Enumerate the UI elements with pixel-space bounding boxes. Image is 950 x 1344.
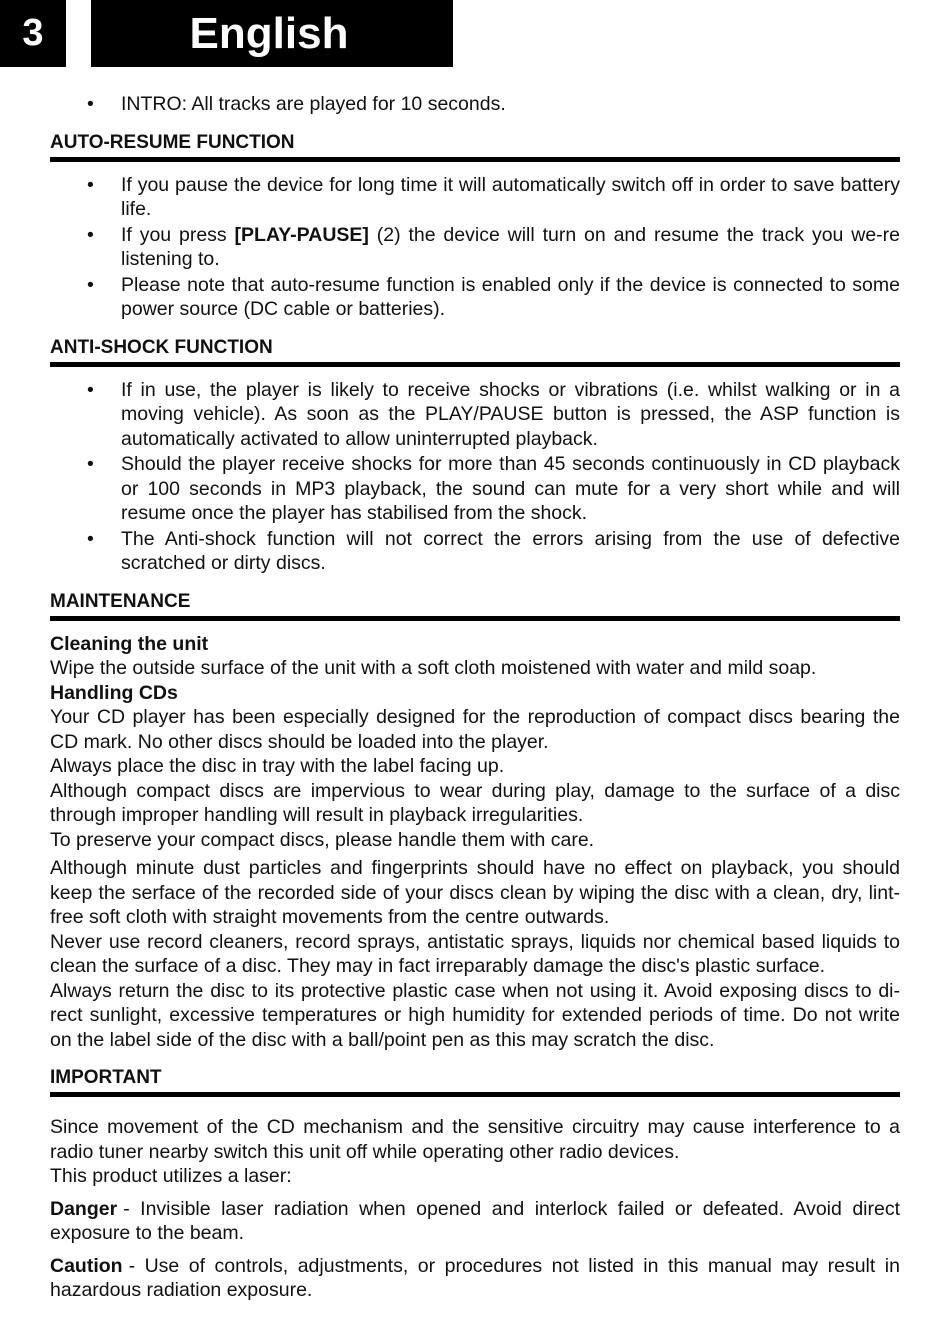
auto-resume-section-header xyxy=(50,132,900,162)
auto-resume-list xyxy=(50,173,900,322)
subsection-title: Handling CDs xyxy=(50,681,178,704)
section-title: MAINTENANCE xyxy=(50,590,191,612)
anti-shock-list xyxy=(50,378,900,576)
anti-shock-section-header xyxy=(50,337,900,367)
list-item: • The Anti-shock function will not correct the errors arising from the use of defective scratched or dirty discs. xyxy=(50,527,900,576)
list-item-text: (2) the device will turn on and resume the track you we-re listening to. xyxy=(121,223,901,270)
paragraph: Never use record cleaners, record sprays, antistatic sprays, liquids nor chemical based liquids to clean the surface of a disc. They may in fact irreparably damage the disc's plastic surface. xyxy=(50,930,900,977)
list-item-text: If you press xyxy=(121,223,235,246)
caution-text: - Use of controls, adjustments, or procedures not listed in this manual may result in hazardous radiation exposure. xyxy=(50,1254,900,1301)
maintenance-section-header xyxy=(50,591,900,621)
language-header: English xyxy=(91,0,453,67)
play-pause-key-label: [PLAY-PAUSE] xyxy=(234,223,369,246)
important-section-header xyxy=(50,1067,900,1097)
caution-paragraph xyxy=(50,1254,900,1303)
subsection-title: Cleaning the unit xyxy=(50,632,209,655)
section-title: ANTI-SHOCK FUNCTION xyxy=(50,336,273,358)
section-divider xyxy=(50,616,900,621)
list-item: • Please note that auto-resume function is enabled only if the device is connected to some power source (DC cable or batteries). xyxy=(50,273,900,322)
paragraph: Since movement of the CD mechanism and the sensitive circuitry may cause interference to a radio tuner nearby switch this unit off while operating other radio devices. xyxy=(50,1116,900,1163)
paragraph: Always place the disc in tray with the label facing up. xyxy=(50,755,505,777)
paragraph: Although compact discs are impervious to wear during play, damage to the surface of a disc through improper handling will result in playback irregularities. xyxy=(50,779,900,826)
paragraph: Your CD player has been especially designed for the reproduction of compact discs bearing the CD mark. No other discs should be loaded into the player. xyxy=(50,706,900,753)
document-body xyxy=(50,92,900,1303)
paragraph: To preserve your compact discs, please handle them with care. xyxy=(50,828,595,851)
section-divider xyxy=(50,1092,900,1097)
danger-paragraph xyxy=(50,1197,900,1246)
caution-label: Caution xyxy=(50,1254,123,1277)
section-divider xyxy=(50,362,900,367)
intro-bullet: • INTRO: All tracks are played for 10 seconds. xyxy=(50,92,900,117)
paragraph: Wipe the outside surface of the unit with a soft cloth moistened with water and mild soap. xyxy=(50,657,817,679)
paragraph: This product utilizes a laser: xyxy=(50,1165,292,1187)
section-title: AUTO-RESUME FUNCTION xyxy=(50,131,295,153)
intro-list xyxy=(50,92,900,117)
section-title: IMPORTANT xyxy=(50,1067,162,1088)
paragraph: Although minute dust particles and fingerprints should have no effect on playback, you should keep the serface of the recorded side of your discs clean by wiping the disc with a clean, dry, lint-free soft cloth with straight movements from the centre outwards. xyxy=(50,857,900,928)
section-divider xyxy=(50,157,900,162)
list-item: • Should the player receive shocks for more than 45 seconds continuously in CD playback or 100 seconds in MP3 playback, the sound can mute for a very short while and will resume once the player has stabilised from the shock. xyxy=(50,452,900,526)
danger-label: Danger xyxy=(50,1197,118,1220)
paragraph: Always return the disc to its protective plastic case when not using it. Avoid exposing discs to di-rect sunlight, excessive temperatures or high humidity for extended periods of time. Do not write on the label side of the disc with a ball/point pen as this may scratch the disc. xyxy=(50,979,900,1051)
list-item: • If you pause the device for long time it will automatically switch off in order to save battery life. xyxy=(50,173,900,222)
danger-text: - Invisible laser radiation when opened and interlock failed or defeated. Avoid direct exposure to the beam. xyxy=(50,1197,900,1244)
list-item xyxy=(50,223,900,272)
list-item: • If in use, the player is likely to receive shocks or vibrations (i.e. whilst walking or in a moving vehicle). As soon as the PLAY/PAUSE button is pressed, the ASP function is automatically activated to allow uninterrupted playback. xyxy=(50,378,900,452)
page-number-badge: 3 xyxy=(0,0,66,67)
